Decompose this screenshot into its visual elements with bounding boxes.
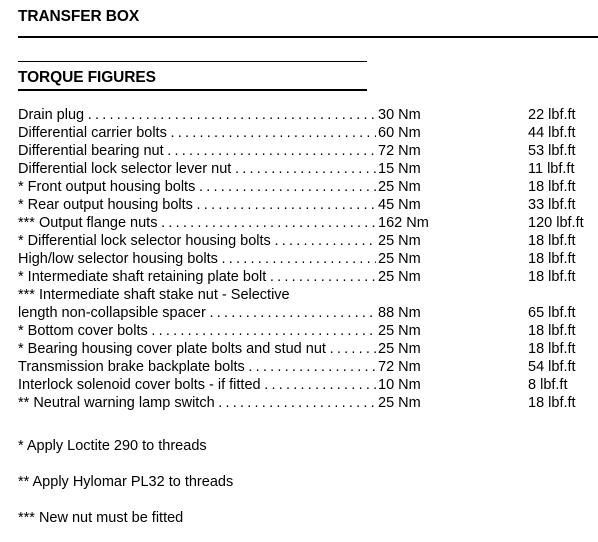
row-nm-value: 72 Nm <box>378 359 421 375</box>
row-lbf-value: 18 lbf.ft <box>528 233 576 249</box>
row-lbf-value: 8 lbf.ft <box>528 377 568 393</box>
row-lbf-value: 18 lbf.ft <box>528 269 576 285</box>
row-description: ** Neutral warning lamp switch . . . <box>18 394 388 412</box>
row-description: Transmission brake backplate bolts . . . <box>18 358 388 376</box>
row-description: *** Output flange nuts . . . <box>18 214 388 232</box>
row-nm-value: 25 Nm <box>378 233 421 249</box>
table-row <box>18 142 598 160</box>
row-lbf-value: 11 lbf.ft <box>528 161 575 177</box>
row-description: * Bottom cover bolts . . . <box>18 322 388 340</box>
row-lbf-value: 22 lbf.ft <box>528 107 576 123</box>
footnote-hylomar: ** Apply Hylomar PL32 to threads <box>18 474 234 490</box>
section-rule <box>18 89 367 91</box>
row-nm-value: 60 Nm <box>378 125 421 141</box>
table-row <box>18 106 598 124</box>
row-lbf-value: 65 lbf.ft <box>528 305 576 321</box>
row-description: *** Intermediate shaft stake nut - Selective <box>18 287 290 303</box>
row-nm-value: 15 Nm <box>378 161 421 177</box>
torque-table <box>18 106 598 412</box>
row-lbf-value: 44 lbf.ft <box>528 125 576 141</box>
row-description: * Bearing housing cover plate bolts and stud nut . . . <box>18 340 388 358</box>
table-row <box>18 250 598 268</box>
row-nm-value: 25 Nm <box>378 269 421 285</box>
table-row <box>18 376 598 394</box>
table-row <box>18 268 598 286</box>
row-description: * Rear output housing bolts . . . <box>18 196 388 214</box>
table-row <box>18 124 598 142</box>
row-nm-value: 72 Nm <box>378 143 421 159</box>
table-row <box>18 196 598 214</box>
row-nm-value: 25 Nm <box>378 395 421 411</box>
table-row <box>18 232 598 250</box>
row-lbf-value: 54 lbf.ft <box>528 359 576 375</box>
row-lbf-value: 18 lbf.ft <box>528 395 576 411</box>
row-nm-value: 162 Nm <box>378 215 429 231</box>
section-divider <box>18 61 367 62</box>
table-row <box>18 394 598 412</box>
row-description: High/low selector housing bolts . . . <box>18 250 388 268</box>
row-nm-value: 25 Nm <box>378 251 421 267</box>
row-description: Differential bearing nut . . . <box>18 142 388 160</box>
row-nm-value: 25 Nm <box>378 323 421 339</box>
table-row <box>18 322 598 340</box>
row-description: length non-collapsible spacer . . . <box>18 304 388 322</box>
row-lbf-value: 18 lbf.ft <box>528 251 576 267</box>
table-row <box>18 304 598 322</box>
footnote-loctite: * Apply Loctite 290 to threads <box>18 438 207 454</box>
row-nm-value: 45 Nm <box>378 197 421 213</box>
table-row <box>18 178 598 196</box>
table-row <box>18 358 598 376</box>
title-rule <box>18 36 598 38</box>
row-lbf-value: 33 lbf.ft <box>528 197 576 213</box>
row-nm-value: 25 Nm <box>378 341 421 357</box>
row-description: Interlock solenoid cover bolts - if fitted . . . <box>18 376 388 394</box>
row-description: Differential lock selector lever nut . . . <box>18 160 388 178</box>
row-nm-value: 10 Nm <box>378 377 421 393</box>
table-row <box>18 214 598 232</box>
row-lbf-value: 18 lbf.ft <box>528 323 576 339</box>
row-nm-value: 88 Nm <box>378 305 421 321</box>
table-row <box>18 160 598 178</box>
row-lbf-value: 120 lbf.ft <box>528 215 584 231</box>
row-nm-value: 30 Nm <box>378 107 421 123</box>
table-row <box>18 340 598 358</box>
row-lbf-value: 53 lbf.ft <box>528 143 576 159</box>
row-lbf-value: 18 lbf.ft <box>528 341 576 357</box>
page-title: TRANSFER BOX <box>18 8 140 25</box>
row-nm-value: 25 Nm <box>378 179 421 195</box>
row-lbf-value: 18 lbf.ft <box>528 179 576 195</box>
footnote-new-nut: *** New nut must be fitted <box>18 510 184 526</box>
row-description: * Differential lock selector housing bolts . . . <box>18 232 388 250</box>
row-description: Drain plug . . . <box>18 106 388 124</box>
row-description: * Front output housing bolts . . . <box>18 178 388 196</box>
row-description: Differential carrier bolts . . . <box>18 124 388 142</box>
row-description: * Intermediate shaft retaining plate bolt . . . <box>18 268 388 286</box>
section-title: TORQUE FIGURES <box>18 69 156 86</box>
table-row <box>18 286 598 304</box>
